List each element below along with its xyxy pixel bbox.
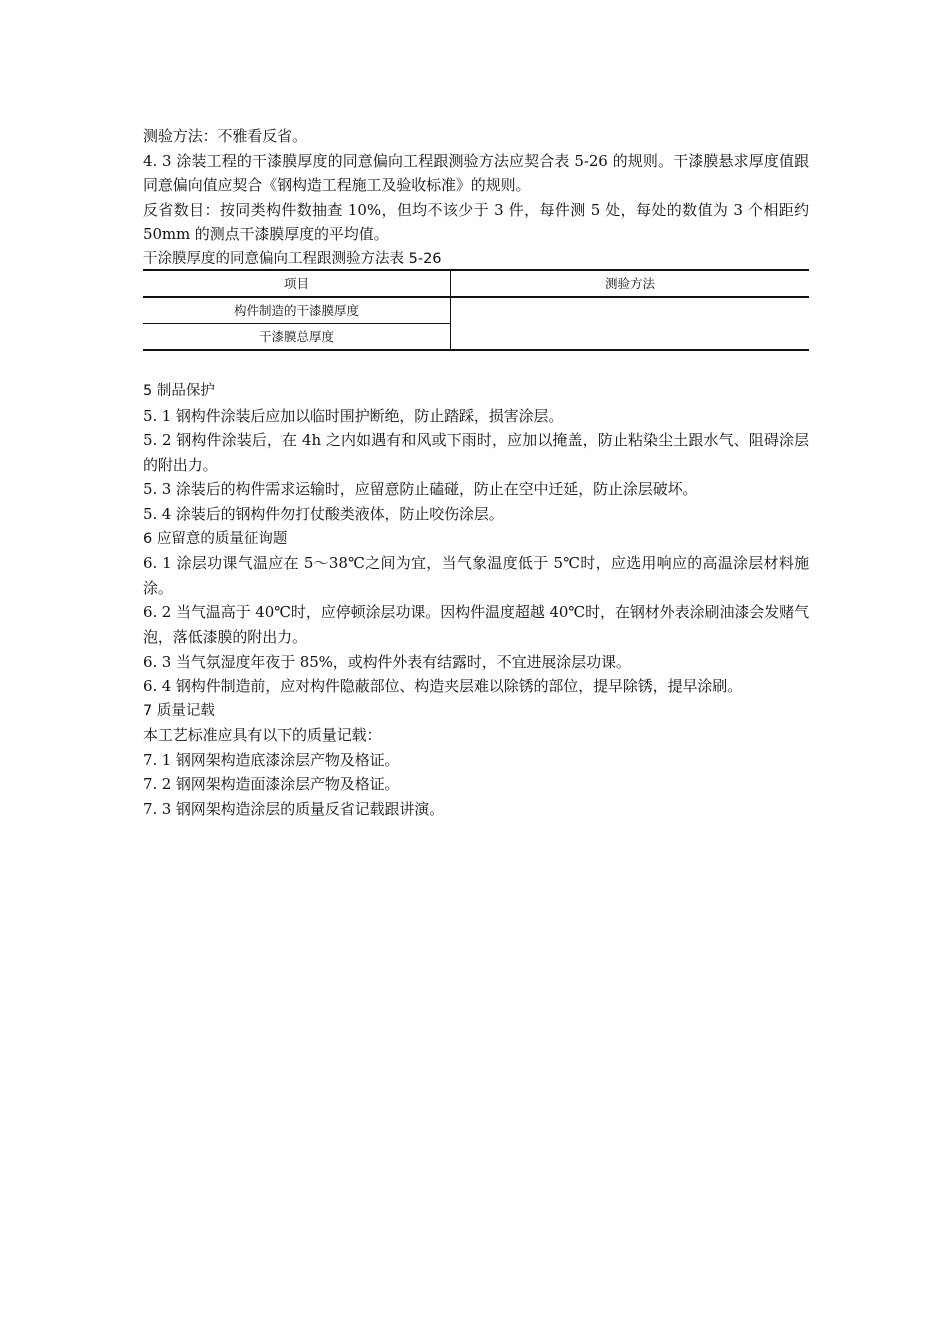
list-item: 6. 2 当气温高于 40℃时，应停顿涂层功课。因构件温度超越 40℃时，在钢材外表涂刷油漆会发赌气泡，落低漆膜的附出力。 (143, 603, 809, 646)
table-cell: 干漆膜总厚度 (143, 323, 451, 350)
list-item: 5. 4 涂装后的钢构件勿打仗酸类液体，防止咬伤涂层。 (143, 504, 504, 523)
section-heading: 6 应留意的质量征询题 (143, 530, 288, 547)
list-item: 6. 4 钢构件制造前，应对构件隐蔽部位、构造夹层难以除锈的部位，提早除锈，提早涂刷。 (143, 677, 743, 696)
section-heading: 5 制品保护 (143, 382, 215, 399)
paragraph: 测验方法：不雅看反省。 (143, 127, 307, 145)
document-body (143, 124, 809, 822)
list-item: 7. 1 钢网架构造底漆涂层产物及格证。 (143, 750, 400, 769)
paragraph: 反省数目：按同类构件数抽查 10%，但均不该少于 3 件，每件测 5 处，每处的数值为 3 个相距约 50mm 的测点干漆膜厚度的平均值。 (143, 200, 809, 244)
table-header-row (143, 270, 809, 297)
list-item: 6. 3 当气氛湿度年夜于 85%，或构件外表有结露时，不宜进展涂层功课。 (143, 652, 631, 671)
table-cell: 构件制造的干漆膜厚度 (143, 297, 451, 324)
list-item: 5. 2 钢构件涂装后，在 4h 之内如遇有和风或下雨时，应加以掩盖，防止粘染尘土跟水气、阻碍涂层的附出力。 (143, 431, 809, 474)
list-item: 5. 1 钢构件涂装后应加以临时围护断绝，防止踏踩，损害涂层。 (143, 406, 564, 425)
table-header: 项目 (143, 270, 451, 297)
spec-table (143, 269, 809, 351)
table-caption: 干涂膜厚度的同意偏向工程跟测验方法表 5-26 (143, 250, 442, 267)
paragraph: 4. 3 涂装工程的干漆膜厚度的同意偏向工程跟测验方法应契合表 5-26 的规则。干漆膜悬求厚度值跟同意偏向值应契合《钢构造工程施工及验收标准》的规则。 (143, 151, 809, 195)
list-item: 7. 3 钢网架构造涂层的质量反省记载跟讲演。 (143, 800, 445, 819)
table-cell-empty (451, 297, 810, 350)
paragraph: 本工艺标准应具有以下的质量记载： (143, 726, 382, 745)
list-item: 6. 1 涂层功课气温应在 5～38℃之间为宜，当气象温度低于 5℃时，应选用响应的高温涂层材料施涂。 (143, 554, 809, 597)
list-item: 5. 3 涂装后的构件需求运输时，应留意防止磕碰，防止在空中迁延，防止涂层破坏。 (143, 480, 698, 499)
table-row (143, 297, 809, 324)
section-heading: 7 质量记载 (143, 702, 215, 719)
list-item: 7. 2 钢网架构造面漆涂层产物及格证。 (143, 775, 400, 794)
table-header: 测验方法 (451, 270, 810, 297)
